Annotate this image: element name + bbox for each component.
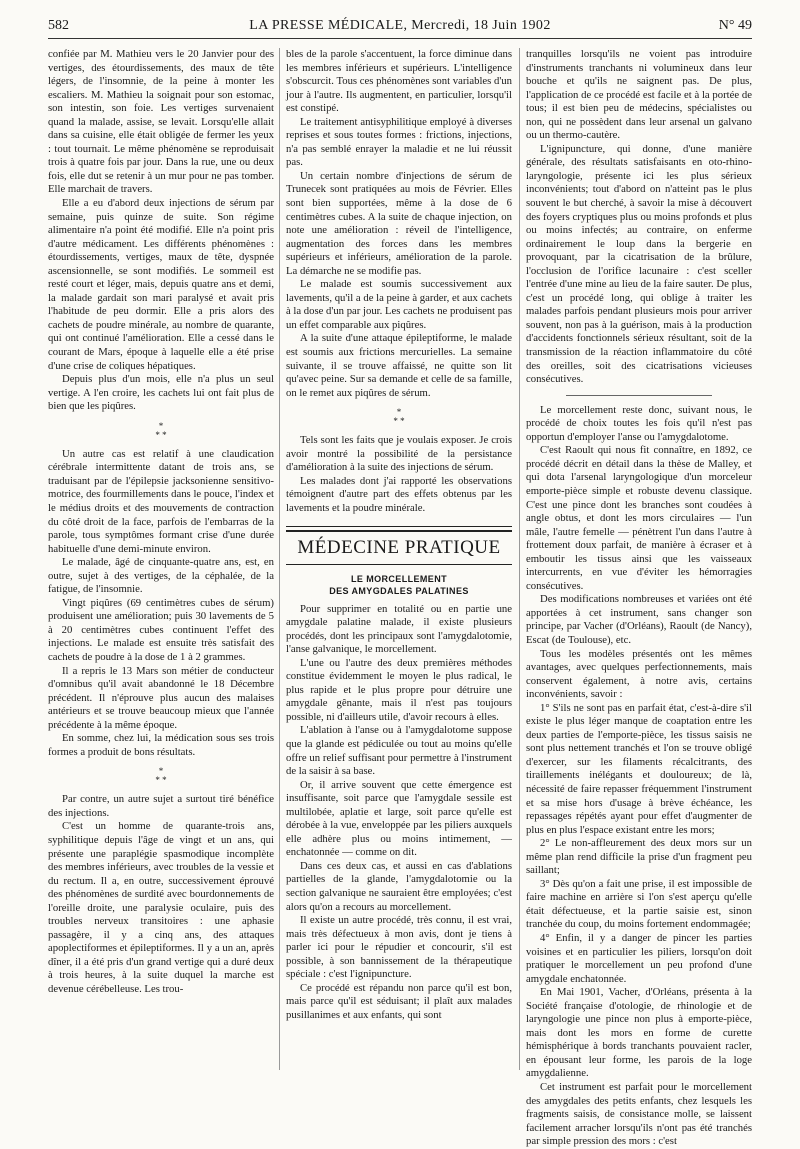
article-subtitle: DES AMYGDALES PALATINES bbox=[329, 585, 469, 596]
paragraph: Ce procédé est répandu non parce qu'il est bon, mais parce qu'il est séduisant; il plaît aux malades pusillanimes et aux enfants, qui sont bbox=[286, 981, 512, 1021]
column-2 bbox=[286, 48, 512, 1070]
list-item: 3° Dès qu'on a fait une prise, il est impossible de faire machine en arrière si l'on s'est aperçu qu'elle était défectueuse, et la partie saisie est, sinon tranchée du coup, du moins fortement endommagée; bbox=[526, 877, 752, 931]
paragraph: Les malades dont j'ai rapporté les observations témoignent d'autre part des effets obtenus par les lavements et la poudre minérale. bbox=[286, 474, 512, 514]
list-item: 2° Le non-affleurement des deux mors sur un même plan rend difficile la prise d'un fragment peu saillant; bbox=[526, 837, 752, 877]
paragraph: Le malade est soumis successivement aux lavements, qu'il a de la peine à garder, et aux cachets à la dose d'un par jour. Les cachets ne produisent pas un effet comparable aux piqûres. bbox=[286, 278, 512, 331]
section-heading-box bbox=[286, 526, 512, 565]
paragraph: En somme, chez lui, la médication sous ses trois formes a produit de bons résultats. bbox=[48, 732, 274, 758]
section-title: MÉDECINE PRATIQUE bbox=[286, 530, 512, 559]
paragraph: bles de la parole s'accentuent, la force diminue dans les membres inférieurs et supérieurs. L'intelligence s'obscurcit. Tous ces phénomènes sont variables d'un jour à l'autre. Ils augmentent, en particulier, lorsqu'il est constipé. bbox=[286, 48, 512, 115]
paragraph: L'ignipuncture, qui donne, d'une manière générale, des résultats satisfaisants en oto-rhino-laryngologie, présente ici les plus sérieux inconvénients; tout d'abord on n'atteint pas le plus souvent le but cherché, à savoir la mise à découvert des foyers cryptiques plus ou moins profonds et plus ou moins infectés; au contraire, on enferme ordinairement le loup dans la bergerie en provoquant, par la cicatrisation de la brûlure, l'occlusion de l'orifice lacunaire : c'est sceller l'entrée d'une mine au lieu de la faire sauter. De plus, c'est un procédé long, qui oblige à traiter les malades parfois pendant plusieurs mois pour arriver souvent, non pas à la guérison, mais à la production d'accidents fonctionnels sérieux résultant, soit de la transmission de la réaction inflammatoire du côté des oreilles, soit des cicatrisations vicieuses consécutives. bbox=[526, 142, 752, 386]
paragraph: L'une ou l'autre des deux premières méthodes constitue évidemment le moyen le plus radical, le plus rapide et le plus propre pour détruire une amygdale gênante, mais il n'est pas toujours possible, ni d'ailleurs utile, d'avoir recours à elles. bbox=[286, 656, 512, 723]
list-item: 1° S'ils ne sont pas en parfait état, c'est-à-dire s'il existe le plus léger manque de coaptation entre les deux parties de l'emporte-pièce, les tissus saisis ne sont plus nettement tranchés et l'on se trouve obligé d'exercer, sur les filaments récalcitrants, des tiraillements inélégants et douloureux; de là, nécessité de faire repasser fréquemment l'instrument et sa mise hors d'usage à brève échéance, les repassages répétés ayant pour effet d'augmenter de plus en plus l'espace existant entre les mors; bbox=[526, 701, 752, 836]
separator-rule bbox=[566, 395, 712, 396]
journal-title: LA PRESSE MÉDICALE, Mercredi, 18 Juin 1902 bbox=[249, 18, 551, 33]
paragraph: Tels sont les faits que je voulais exposer. Je crois avoir montré la possibilité de la persistance d'amélioration à la suite des injections de sérum. bbox=[286, 434, 512, 474]
paragraph: C'est Raoult qui nous fit connaître, en 1892, ce procédé décrit en détail dans la thèse de Malley, et qui dota l'arsenal laryngologique d'un morceleur emporte-pièce simple et robuste devenu classique. C'est une pince dont les branches sont coudées à angle obtus, et dont les mors circulaires — l'un mâle, l'autre femelle — pénètrent l'un dans l'autre à frottement doux parfait, de manière à écraser et à emboutir les tissus ainsi que les vaisseaux intercurrents, en vue d'éviter les hémorragies consécutives. bbox=[526, 444, 752, 592]
article-title: LE MORCELLEMENT bbox=[351, 573, 447, 584]
page-number: 582 bbox=[48, 18, 69, 33]
paragraph: Vingt piqûres (69 centimètres cubes de sérum) produisent une amélioration; puis 30 lavements de 5 à 20 centimètres cubes continuent l'effet des injections. Le malade est ensuite très satisfait des cachets de poudre à la dose de 1 à 2 grammes. bbox=[48, 596, 274, 663]
column-divider bbox=[279, 48, 280, 1070]
column-1 bbox=[48, 48, 274, 1070]
paragraph: confiée par M. Mathieu vers le 20 Janvier pour des vertiges, des étourdissements, des maux de tête légers, de l'insomnie, de la peine à monter les escaliers. M. Mathieu la soignait pour son estomac, son intestin, son foie. Les vertiges survenaient quand la malade, assise, se levait. Lorsqu'elle allait dans sa cuisine, elle était obligée de fermer les yeux : tout tournait. Le même phénomène se reproduisait trois à quatre fois par jour. Dans la rue, une ou deux fois, elle dut se retenir à un mur pour ne pas tomber. Elle marchait de travers. bbox=[48, 48, 274, 196]
paragraph: Depuis plus d'un mois, elle n'a plus un seul vertige. A l'en croire, les cachets lui ont fait plus de bien que les piqûres. bbox=[48, 373, 274, 413]
asterism-separator: * * * bbox=[393, 407, 405, 427]
paragraph: L'ablation à l'anse ou à l'amygdalotome suppose que la glande est pédiculée ou tout au moins qu'elle offre un relief suffisant pour permettre à l'instrument de la saisir à sa base. bbox=[286, 724, 512, 778]
paragraph: C'est un homme de quarante-trois ans, syphilitique depuis l'âge de vingt et un ans, qui présente une paraplégie spasmodique incomplète des membres inférieurs, avec troubles de la vessie et du rectum. Il a, en outre, successivement éprouvé des phénomènes de surdité avec bourdonnements de l'oreille droite, une paralysie oculaire, puis des troubles nerveux transitoires : une aphasie passagère, il y a cinq ans, des attaques apoplectiformes et épileptiformes. Il y a un an, après dîner, il a été pris d'un grand vertige qui a duré deux à trois heures, à la suite duquel la marche est devenue cérébelleuse. Les trou- bbox=[48, 820, 274, 995]
page-header bbox=[48, 18, 752, 38]
paragraph: Un autre cas est relatif à une claudication cérébrale intermittente datant de trois ans, se traduisant par de l'épilepsie jacksonienne sensitivo-motrice, des fourmillements dans le pouce, l'index et le médius droits et des mouvements de contraction du côté droit de la face, parfois de l'embarras de la parole, tous symptômes formant crise d'une durée habituelle d'une demi-minute environ. bbox=[48, 447, 274, 555]
paragraph: Or, il arrive souvent que cette émergence est insuffisante, soit parce que l'amygdale sessile est multilobée, aplatie et large, soit parce qu'elle est dérobée à la vue, enveloppée par les piliers auxquels elle adhère plus ou moins intimement, — enchatonnée — comme on dit. bbox=[286, 778, 512, 859]
paragraph: Elle a eu d'abord deux injections de sérum par semaine, puis quinze de suite. Son régime alimentaire n'a point été modifié. Elle n'a point pris d'autre médicament. Les différents phénomènes : étourdissements, vertiges, maux de tête, dyspnée ascensionnelle, se sont modifiés. Le sommeil est resté court et léger, mais, depuis quatre ans et demi, la malade gardait son mari paralysé et avait pris l'habitude de peu dormir. Elle a pris alors des cachets de poudre minérale, au nombre de quarante, qui ont continué l'amélioration. Elle a cessé dans le courant de Mars, époque à laquelle elle a été prise d'une crise de coliques hépatiques. bbox=[48, 197, 274, 372]
paragraph: Il existe un autre procédé, très connu, il est vrai, mais très défectueux à mon avis, dont je tiens à parler ici pour le répudier et concourir, s'il est possible, à son bannissement de la thérapeutique spéciale : c'est l'ignipuncture. bbox=[286, 914, 512, 981]
paragraph: Un certain nombre d'injections de sérum de Trunecek sont pratiquées au mois de Février. Elles sont bien supportées, même à la dose de 6 centimètres cubes. A la suite de chaque injection, on note une amélioration : réveil de l'intelligence, augmentation des forces dans les membres supérieurs et inférieurs, amélioration de la parole. La démarche ne se modifie pas. bbox=[286, 169, 512, 277]
asterism-separator: * * * bbox=[155, 420, 167, 440]
asterism-separator: * * * bbox=[155, 766, 167, 786]
issue-number: N° 49 bbox=[718, 18, 752, 33]
paragraph: Il a repris le 13 Mars son métier de conducteur d'omnibus qu'il avait abandonné le 18 Décembre précédent. Il n'éprouve plus aucun des malaises antérieurs et se trouve beaucoup mieux que l'année précédente à la même époque. bbox=[48, 664, 274, 731]
paragraph: Le morcellement reste donc, suivant nous, le procédé de choix toutes les fois qu'il n'est pas opportun d'employer l'anse ou l'amygdalotome. bbox=[526, 403, 752, 443]
paragraph: A la suite d'une attaque épileptiforme, le malade est soumis aux frictions mercurielles. La semaine suivante, il se trouve affaissé, ne quitte son lit qu'avec peine. Sur sa demande et celle de sa famille, on le remet aux piqûres de sérum. bbox=[286, 332, 512, 399]
paragraph: Par contre, un autre sujet a surtout tiré bénéfice des injections. bbox=[48, 793, 274, 819]
header-rule bbox=[48, 38, 752, 39]
paragraph: Cet instrument est parfait pour le morcellement des amygdales des petits enfants, chez lesquels les fragments saisis, de consistance molle, se laissent facilement arracher lorsqu'ils n'ont pas été tranchés par simple pression des mors : c'est bbox=[526, 1081, 752, 1148]
paragraph: Le traitement antisyphilitique employé à diverses reprises et sous toutes formes : frictions, injections, n'a pas semblé enrayer la maladie et ne lui réussit pas. bbox=[286, 115, 512, 169]
paragraph: Le malade, âgé de cinquante-quatre ans, est, en outre, sujet à des vertiges, de la céphalée, de la fatigue, de l'insomnie. bbox=[48, 556, 274, 596]
paragraph: Dans ces deux cas, et aussi en cas d'ablations partielles de la glande, l'amygdalotomie ou la section galvanique ne sauraient être employées; c'est alors qu'on a recours au morcellement. bbox=[286, 859, 512, 913]
column-divider bbox=[519, 48, 520, 1070]
list-item: 4° Enfin, il y a danger de pincer les parties voisines et en particulier les piliers, lorsqu'on doit pratiquer le morcellement un peu profond d'une amygdale enchatonnée. bbox=[526, 932, 752, 985]
paragraph: En Mai 1901, Vacher, d'Orléans, présenta à la Société française d'otologie, de rhinologie et de laryngologie une pince non plus à emporte-pièce, mais dont les mors en forme de curette hémisphérique à bords tranchants pouvaient racler, en épousant leur forme, les parois de la loge amygdalienne. bbox=[526, 986, 752, 1080]
paragraph: tranquilles lorsqu'ils ne voient pas introduire d'instruments tranchants ni volumineux dans leur bouche et qu'ils ne saignent pas. De plus, l'application de ce procédé est facile et à la portée de tous; il est bien peu de médecins, spécialistes ou non, qui ne possèdent dans leur arsenal un galvano ou un thermo-cautère. bbox=[526, 48, 752, 142]
column-3 bbox=[526, 48, 752, 1148]
paragraph: Tous les modèles présentés ont les mêmes avantages, avec quelques perfectionnements, mais conservent également, à notre avis, certains inconvénients, savoir : bbox=[526, 647, 752, 701]
paragraph: Pour supprimer en totalité ou en partie une amygdale palatine malade, il existe plusieurs procédés, dont les principaux sont l'amygdalotomie, l'anse galvanique, le morcellement. bbox=[286, 602, 512, 656]
paragraph: Des modifications nombreuses et variées ont été apportées à cet instrument, sans changer son principe, par Vacher (d'Orléans), Raoult (de Nancy), Escat (de Toulouse), etc. bbox=[526, 593, 752, 646]
